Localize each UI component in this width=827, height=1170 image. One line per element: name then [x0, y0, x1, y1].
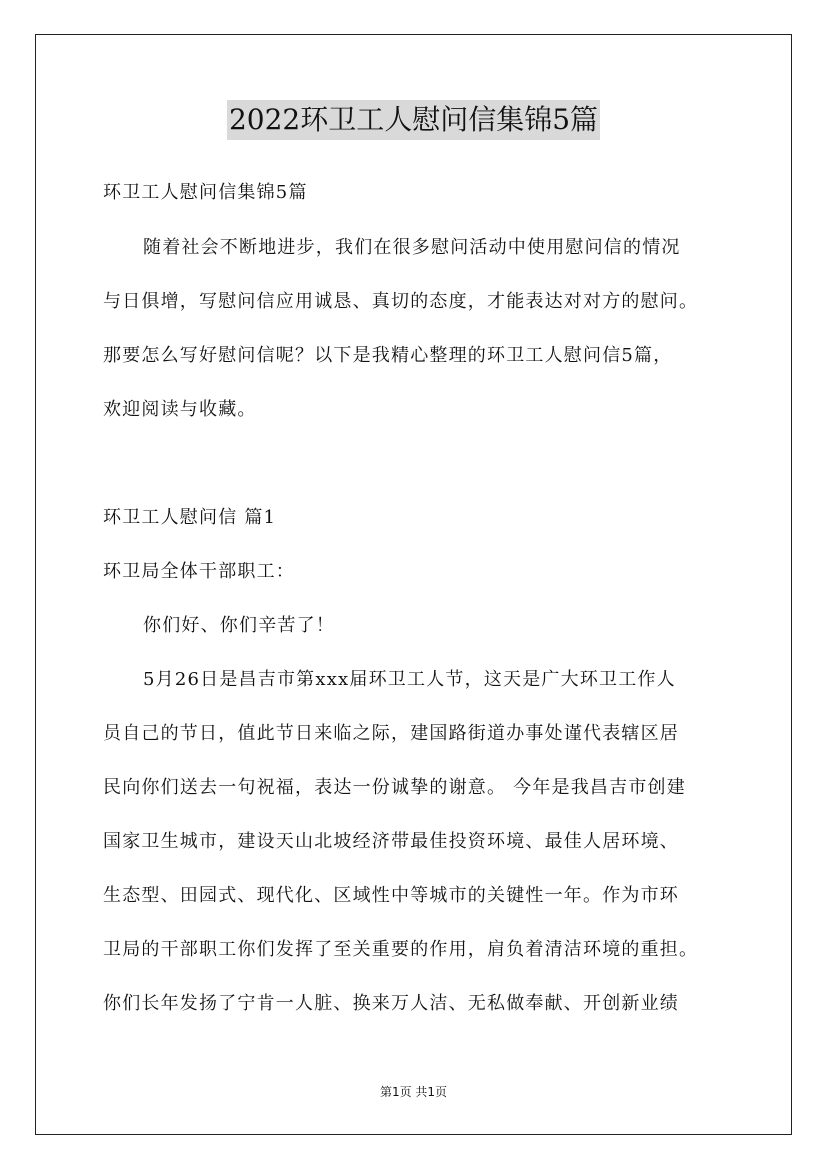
paragraph-line: 民向你们送去一句祝福，表达一份诚挚的谢意。 今年是我昌吉市创建	[103, 777, 686, 798]
section-heading: 环卫工人慰问信 篇1	[103, 507, 277, 528]
paragraph-line: 欢迎阅读与收藏。	[103, 399, 257, 420]
paragraph-line: 那要怎么写好慰问信呢？以下是我精心整理的环卫工人慰问信5篇，	[103, 345, 673, 366]
paragraph-line: 国家卫生城市，建设天山北坡经济带最佳投资环境、最佳人居环境、	[103, 831, 679, 852]
salutation-line: 环卫局全体干部职工：	[103, 561, 295, 582]
title-container	[0, 100, 827, 140]
greeting-line: 你们好、你们辛苦了！	[143, 615, 335, 636]
paragraph-line: 5月26日是昌吉市第xxx届环卫工人节，这天是广大环卫工作人	[143, 669, 676, 690]
paragraph-line: 员自己的节日，值此节日来临之际，建国路街道办事处谨代表辖区居	[103, 723, 679, 744]
subtitle-line: 环卫工人慰问信集锦5篇	[103, 182, 308, 203]
document-title: 2022环卫工人慰问信集锦5篇	[227, 100, 600, 140]
paragraph-line: 随着社会不断地进步，我们在很多慰问活动中使用慰问信的情况	[143, 237, 681, 258]
paragraph-line: 你们长年发扬了宁肯一人脏、换来万人洁、无私做奉献、开创新业绩	[103, 993, 679, 1014]
page-footer: 第1页 共1页	[379, 1085, 448, 1099]
paragraph-line: 卫局的干部职工你们发挥了至关重要的作用，肩负着清洁环境的重担。	[103, 939, 699, 960]
paragraph-line: 生态型、田园式、现代化、区域性中等城市的关键性一年。作为市环	[103, 885, 679, 906]
paragraph-line: 与日俱增，写慰问信应用诚恳、真切的态度，才能表达对对方的慰问。	[103, 291, 699, 312]
